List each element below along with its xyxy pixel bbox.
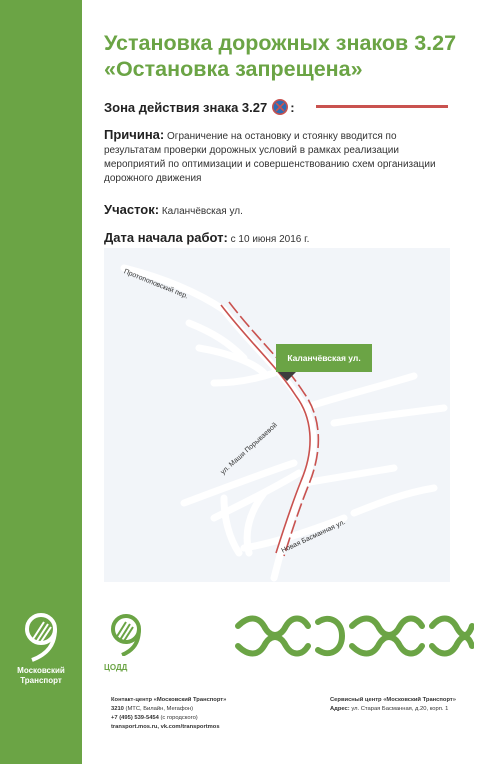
street-porywaevoy: ул. Маши Порываевой — [219, 421, 279, 477]
footer-phone1-note: (МТС, Билайн, Мегафон) — [125, 706, 194, 712]
date-label: Дата начала работ: — [104, 230, 228, 245]
codd-logo — [104, 612, 154, 672]
date-block — [104, 231, 449, 247]
map — [104, 248, 450, 582]
footer-phone2: +7 (495) 539-5454 — [111, 715, 159, 721]
street-basmannaya: Новая Басманная ул. — [280, 518, 347, 555]
footer-contact-center — [111, 696, 311, 732]
reason-label: Причина: — [104, 127, 165, 142]
section-label: Участок: — [104, 202, 160, 217]
decorative-wave-pattern — [234, 612, 474, 660]
zone-label: Зона действия знака 3.27 — [104, 99, 268, 115]
moscow-transport-logo — [14, 612, 68, 686]
map-callout: Каланчёвская ул. — [276, 344, 372, 372]
date-value: с 10 июня 2016 г. — [230, 234, 310, 245]
mt-logo-line1: Московский — [17, 666, 65, 675]
footer-service-center — [330, 696, 480, 714]
mt-logo-line2: Транспорт — [20, 676, 62, 685]
section-block — [104, 203, 449, 219]
no-stopping-sign-icon — [272, 99, 288, 115]
sidebar-band — [0, 0, 82, 764]
footer-left-title: Контакт-центр «Московский Транспорт» — [111, 697, 227, 703]
footer-addr-label: Адрес: — [330, 706, 350, 712]
zone-legend-line — [316, 105, 448, 108]
map-callout-pointer — [278, 372, 296, 381]
page-title: Установка дорожных знаков 3.27 «Остановка запрещена» — [104, 31, 457, 81]
codd-nine-icon — [104, 612, 150, 656]
codd-text: ЦОДД — [104, 663, 128, 672]
footer-right-title: Сервисный центр «Московский Транспорт» — [330, 697, 456, 703]
moscow-transport-nine-icon — [18, 612, 64, 662]
street-protopopovsky: Протопоповский пер. — [122, 268, 189, 301]
footer-links: transport.mos.ru, vk.com/transportmos — [111, 724, 220, 730]
zone-colon: : — [290, 99, 295, 115]
footer-phone1: 3210 — [111, 706, 124, 712]
section-value: Каланчёвская ул. — [161, 206, 243, 217]
map-roads — [104, 248, 450, 582]
reason-block — [104, 128, 449, 186]
reason-text: Ограничение на остановку и стоянку вводится по результатам проверки дорожных условий в рамках реализации мероприятий по оптимизации и совершенствованию схем организации дорожного движения — [104, 131, 436, 184]
footer-phone2-note: (с городского) — [160, 715, 198, 721]
footer-addr: ул. Старая Басманная, д.20, корп. 1 — [351, 706, 449, 712]
zone-row — [104, 97, 295, 117]
